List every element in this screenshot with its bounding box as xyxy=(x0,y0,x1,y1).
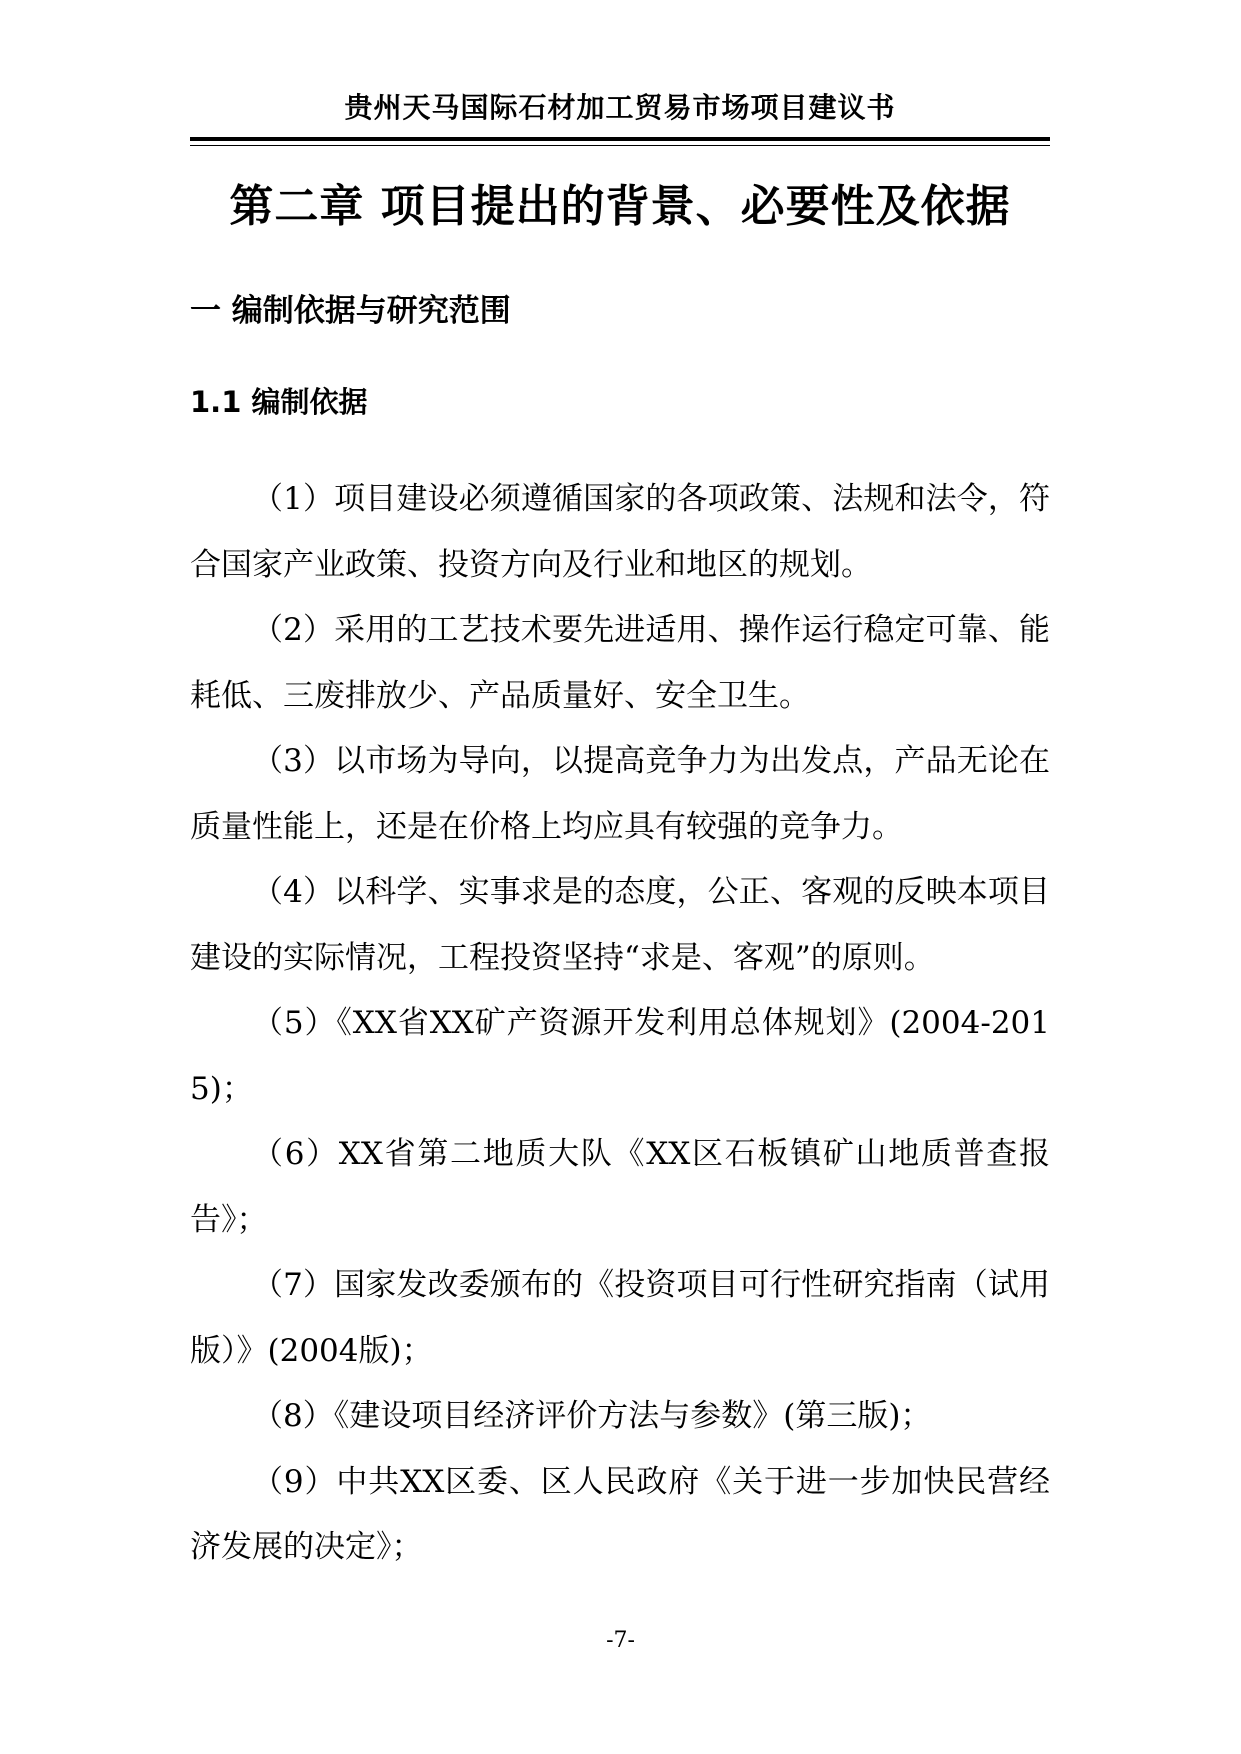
paragraph: （3）以市场为导向，以提高竞争力为出发点，产品无论在质量性能上，还是在价格上均应具有较强的竞争力。 xyxy=(190,743,1050,845)
paragraph: （2）采用的工艺技术要先进适用、操作运行稳定可靠、能耗低、三废排放少、产品质量好、安全卫生。 xyxy=(190,612,1050,714)
paragraph: （6）XX省第二地质大队《XX区石板镇矿山地质普查报告》； xyxy=(190,1136,1050,1238)
paragraph: （9）中共XX区委、区人民政府《关于进一步加快民营经济发展的决定》； xyxy=(190,1463,1050,1565)
paragraph: （7）国家发改委颁布的《投资项目可行性研究指南（试用版）》(2004版)； xyxy=(190,1267,1050,1369)
section-heading: 一 编制依据与研究范围 xyxy=(190,293,511,329)
header-rule-thin xyxy=(190,145,1050,146)
subsection-heading: 1.1 编制依据 xyxy=(190,385,368,419)
header-rule-thick xyxy=(190,137,1050,141)
paragraph: （4）以科学、实事求是的态度，公正、客观的反映本项目建设的实际情况，工程投资坚持“求是、客观”的原则。 xyxy=(190,874,1050,976)
page-number: -7- xyxy=(606,1628,635,1653)
paragraph: （5）《XX省XX矿产资源开发利用总体规划》(2004-2015)； xyxy=(190,1005,1050,1107)
running-header: 贵州天马国际石材加工贸易市场项目建议书 xyxy=(344,91,896,124)
body-text xyxy=(190,467,1050,1581)
paragraph: （1）项目建设必须遵循国家的各项政策、法规和法令，符合国家产业政策、投资方向及行业和地区的规划。 xyxy=(190,481,1050,583)
chapter-title: 第二章 项目提出的背景、必要性及依据 xyxy=(229,181,1011,232)
paragraph: （8）《建设项目经济评价方法与参数》(第三版)； xyxy=(252,1398,932,1434)
